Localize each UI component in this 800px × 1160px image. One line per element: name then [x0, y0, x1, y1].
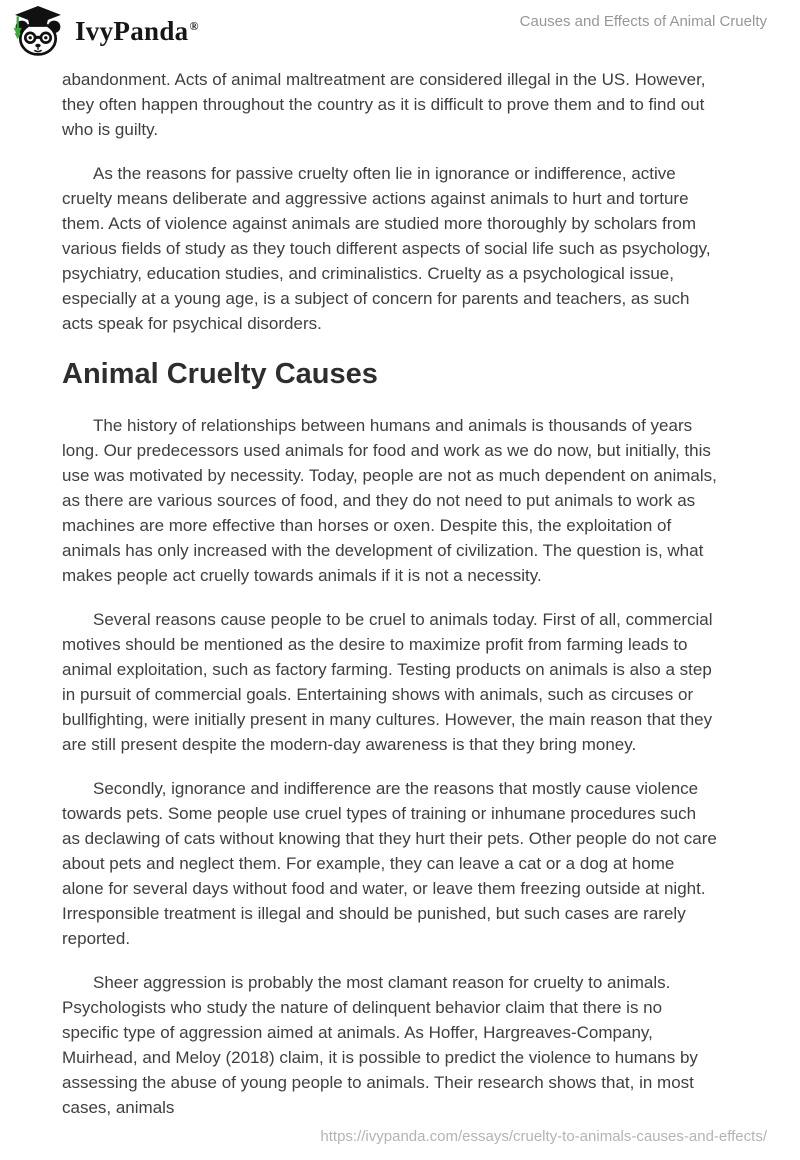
paragraph: The history of relationships between humans and animals is thousands of years long. Our predecessors used animals for food and work as we do now, but initially, this use was motivated by necessity. Today, people are not as much dependent on animals, as there are various sources of food, and they do not need to put animals to work as machines are more effective than horses or oxen. Despite this, the exploitation of animals has only increased with the development of civilization. The question is, what makes people act cruelly towards animals if it is not a necessity.: [62, 416, 717, 585]
brand-name: [75, 16, 198, 47]
page-footer: [320, 1128, 767, 1145]
paragraph: Several reasons cause people to be cruel to animals today. First of all, commercial motives should be mentioned as the desire to maximize profit from farming leads to animal exploitation, such as factory farming. Testing products on animals is also a step in pursuit of commercial goals. Entertaining shows with animals, such as circuses or bullfighting, were initially present in many cultures. However, the main reason that they are still present despite the modern-day awareness is that they bring money.: [62, 610, 713, 754]
brand-logo[interactable]: [12, 5, 198, 57]
paragraph: Secondly, ignorance and indifference are the reasons that mostly cause violence towards pets. Some people use cruel types of training or inhumane procedures such as declawing of cats without knowing that they hurt their pets. Other people do not care about pets and neglect them. For example, they can leave a cat or a dog at home alone for several days without food and water, or leave them freezing outside at night. Irresponsible treatment is illegal and should be punished, but such cases are rarely reported.: [62, 779, 717, 948]
paragraph: As the reasons for passive cruelty often lie in ignorance or indifference, active cruelty means deliberate and aggressive actions against animals to hurt and torture them. Acts of violence against animals are studied more thoroughly by scholars from various fields of study as they touch different aspects of social life such as psychology, psychiatry, education studies, and criminalistics. Cruelty as a psychological issue, especially at a young age, is a subject of concern for parents and teachers, as such acts speak for psychical disorders.: [62, 164, 711, 333]
paragraph: Sheer aggression is probably the most clamant reason for cruelty to animals. Psychologists who study the nature of delinquent behavior claim that there is no specific type of aggression aimed at animals. As Hoffer, Hargreaves-Company, Muirhead, and Meloy (2018) claim, it is possible to predict the violence to humans by assessing the abuse of young people to animals. Their research shows that, in most cases, animals: [62, 973, 698, 1117]
essay-content: [62, 67, 718, 1139]
document-title: Causes and Effects of Animal Cruelty: [519, 13, 767, 30]
paragraph-continuation: abandonment. Acts of animal maltreatment are considered illegal in the US. However, they often happen throughout the country as it is difficult to prove them and to find out who is guilty.: [62, 70, 706, 139]
registered-trademark-symbol: ®: [189, 18, 199, 33]
section-heading: Animal Cruelty Causes: [62, 358, 378, 390]
panda-graduate-icon: [12, 5, 64, 57]
source-url[interactable]: https://ivypanda.com/essays/cruelty-to-animals-causes-and-effects/: [320, 1128, 767, 1145]
brand-wordmark: IvyPanda: [75, 15, 189, 46]
